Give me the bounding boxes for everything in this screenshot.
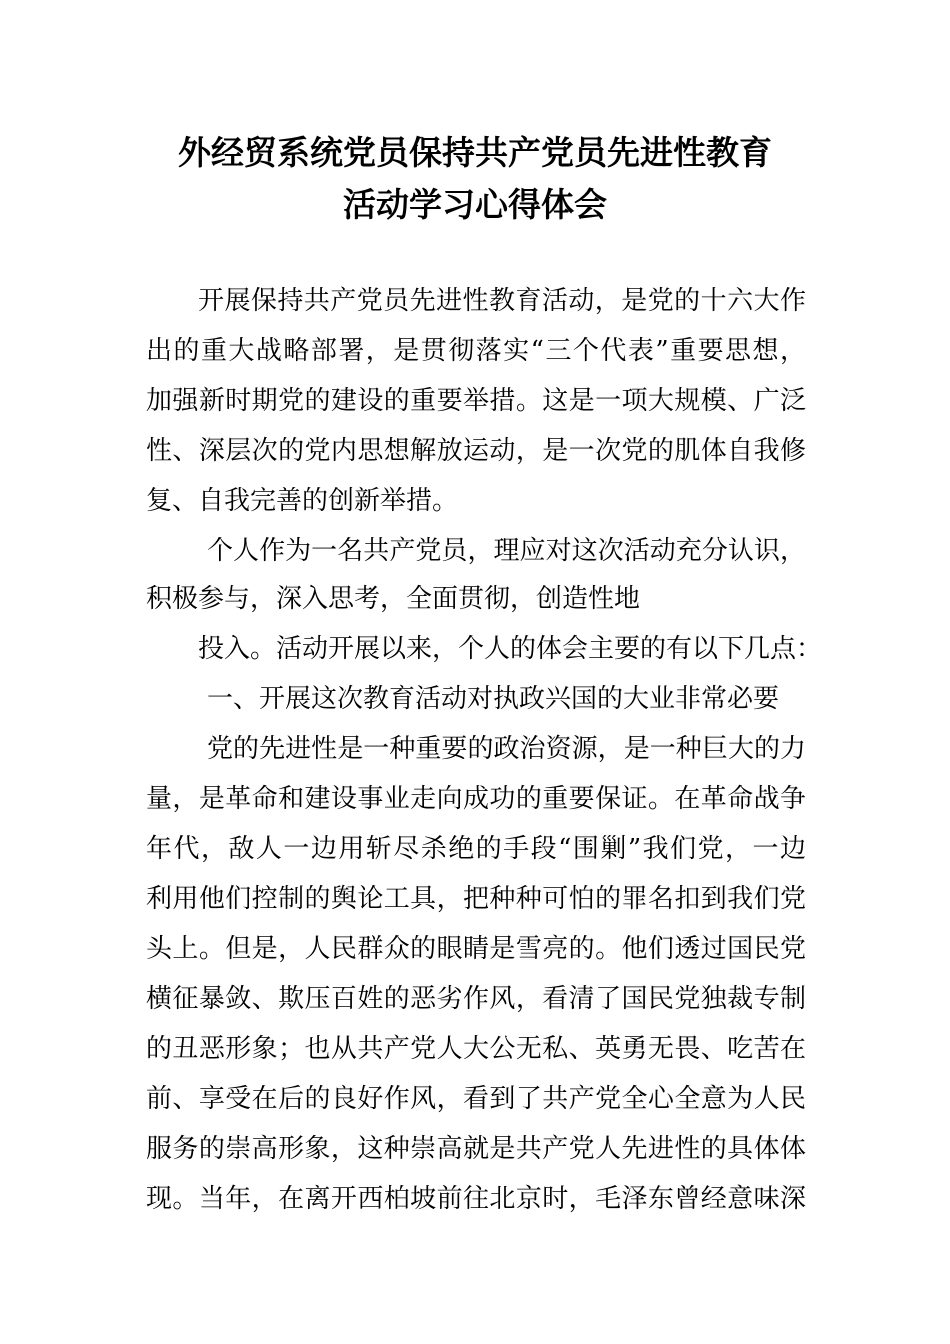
paragraph-4-line-3: 年代，敌人一边用斩尽杀绝的手段“围剿”我们党，一边	[146, 834, 806, 864]
paragraph-1-line-5: 复、自我完善的创新举措。	[146, 486, 459, 516]
document-title-line-1: 外经贸系统党员保持共产党员先进性教育	[178, 133, 772, 172]
paragraph-2-line-2: 积极参与，深入思考，全面贯彻，创造性地	[146, 584, 641, 614]
paragraph-1-line-4: 性、深层次的党内思想解放运动，是一次党的肌体自我修	[146, 436, 806, 466]
paragraph-3-line-1: 投入。活动开展以来，个人的体会主要的有以下几点：	[198, 634, 823, 664]
paragraph-4-line-1: 党的先进性是一种重要的政治资源，是一种巨大的力	[207, 734, 806, 764]
document-title-line-2: 活动学习心得体会	[343, 185, 607, 224]
paragraph-4-line-8: 前、享受在后的良好作风，看到了共产党全心全意为人民	[146, 1084, 806, 1114]
paragraph-1-line-1: 开展保持共产党员先进性教育活动，是党的十六大作	[198, 286, 806, 316]
paragraph-4-line-4: 利用他们控制的舆论工具，把种种可怕的罪名扣到我们党	[146, 884, 806, 914]
paragraph-1-line-2: 出的重大战略部署，是贯彻落实“三个代表”重要思想，	[146, 336, 806, 366]
paragraph-4-line-9: 服务的崇高形象，这种崇高就是共产党人先进性的具体体	[146, 1134, 806, 1164]
paragraph-4-line-6: 横征暴敛、欺压百姓的恶劣作风，看清了国民党独裁专制	[146, 984, 806, 1014]
section-heading-1: 一、开展这次教育活动对执政兴国的大业非常必要	[207, 684, 780, 714]
paragraph-1-line-3: 加强新时期党的建设的重要举措。这是一项大规模、广泛	[146, 386, 806, 416]
paragraph-4-line-7: 的丑恶形象；也从共产党人大公无私、英勇无畏、吃苦在	[146, 1034, 806, 1064]
paragraph-4-line-2: 量，是革命和建设事业走向成功的重要保证。在革命战争	[146, 784, 806, 814]
paragraph-4-line-10: 现。当年，在离开西柏坡前往北京时，毛泽东曾经意味深	[146, 1184, 806, 1214]
paragraph-4-line-5: 头上。但是，人民群众的眼睛是雪亮的。他们透过国民党	[146, 934, 806, 964]
paragraph-2-line-1: 个人作为一名共产党员，理应对这次活动充分认识，	[207, 536, 806, 566]
